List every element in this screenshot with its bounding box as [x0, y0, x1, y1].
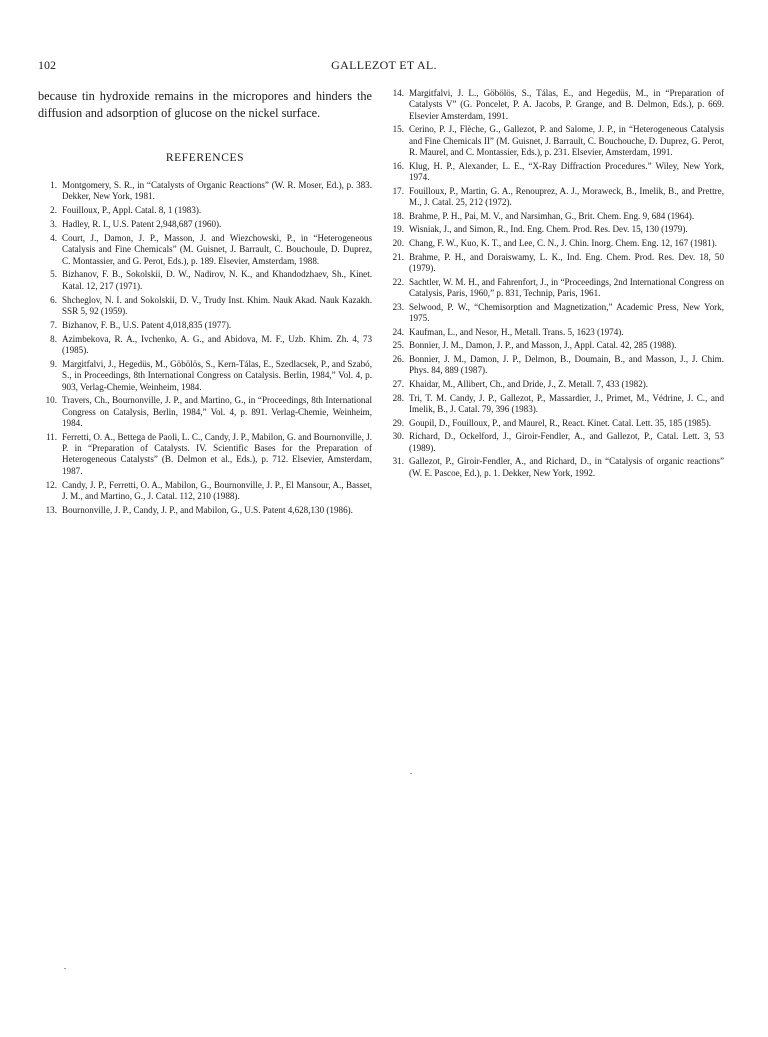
- reference-number: 28.: [392, 392, 404, 403]
- reference-number: 2.: [50, 205, 57, 216]
- reference-item: [38, 432, 372, 477]
- reference-text: Bonnier, J. M., Damon, J. P., Delmon, B., Doumain, B., and Masson, J., J. Chim. Phys. 84, 889 (1987).: [409, 353, 724, 376]
- reference-text: Ferretti, O. A., Bettega de Paoli, L. C., Candy, J. P., Mabilon, G. and Bournonville, J. P. in “Preparation of Catalysts. IV. Scientific Bases for the Preparation of Heterogeneous Catalysts” (B. Delmon et al., Eds.), p. 712. Elsevier, Amsterdam, 1987.: [62, 431, 372, 476]
- reference-number: 1.: [50, 180, 57, 190]
- reference-text: Cerino, P. J., Flèche, G., Gallezot, P. and Salome, J. P., in “Heterogeneous Catalysis and Fine Chemicals II” (M. Guisnet, J. Barrault, C. Bouchouche, D. Duprez, G. Perot, R. Maurel, and C. Montassier, Eds.), p. 231. Elsevier, Amsterdam, 1991.: [409, 124, 724, 157]
- reference-text: Fouilloux, P., Martin, G. A., Renouprez, A. J., Moraweck, B., Imelik, B., and Prettre, M., J. Catal. 25, 212 (1972).: [409, 185, 724, 207]
- reference-number: 14.: [392, 88, 404, 98]
- left-column: [38, 88, 372, 519]
- reference-item: [385, 456, 724, 479]
- reference-item: [385, 211, 724, 222]
- reference-text: Montgomery, S. R., in “Catalysts of Organic Reactions” (W. R. Moser, Ed.), p. 383. Dekker, New York, 1981.: [62, 180, 372, 202]
- reference-item: [385, 124, 724, 158]
- reference-item: [385, 393, 724, 416]
- reference-text: Selwood, P. W., “Chemisorption and Magnetization,” Academic Press, New York, 1975.: [409, 301, 724, 323]
- reference-number: 20.: [392, 237, 404, 248]
- reference-text: Brahme, P. H., Pai, M. V., and Narsimhan, G., Brit. Chem. Eng. 9, 684 (1964).: [409, 210, 695, 221]
- reference-item: [38, 219, 372, 230]
- reference-number: 3.: [50, 219, 57, 230]
- references-list-left: [38, 180, 372, 516]
- reference-text: Bournonville, J. P., Candy, J. P., and Mabilon, G., U.S. Patent 4,628,130 (1986).: [62, 504, 353, 515]
- reference-text: Bonnier, J. M., Damon, J. P., and Masson, J., Appl. Catal. 42, 285 (1988).: [409, 340, 677, 351]
- reference-text: Azimbekova, R. A., Ivchenko, A. G., and Abidova, M. F., Uzb. Khim. Zh. 4, 73 (1985).: [62, 333, 372, 356]
- running-head: GALLEZOT ET AL.: [331, 58, 437, 72]
- reference-item: [38, 295, 372, 318]
- reference-item: [38, 180, 372, 203]
- reference-text: Wisniak, J., and Simon, R., Ind. Eng. Chem. Prod. Res. Dev. 15, 130 (1979).: [409, 224, 688, 235]
- reference-item: [38, 205, 372, 216]
- reference-text: Sachtler, W. M. H., and Fahrenfort, J., in “Proceedings, 2nd International Congress on Catalysis, Paris, 1960,” p. 831, Technip, Paris, 1961.: [409, 276, 724, 298]
- reference-number: 8.: [50, 333, 57, 344]
- reference-text: Khaidar, M., Allibert, Ch., and Dride, J., Z. Metall. 7, 433 (1982).: [409, 378, 649, 389]
- reference-item: [385, 431, 724, 454]
- reference-text: Chang, F. W., Kuo, K. T., and Lee, C. N., J. Chin. Inorg. Chem. Eng. 12, 167 (1981).: [409, 237, 717, 248]
- reference-text: Brahme, P. H., and Doraiswamy, L. K., Ind. Eng. Chem. Prod. Res. Dev. 18, 50 (1979).: [409, 251, 724, 273]
- reference-number: 13.: [45, 504, 57, 515]
- reference-text: Hadley, R. I., U.S. Patent 2,948,687 (1960).: [62, 219, 222, 230]
- references-heading: REFERENCES: [165, 152, 245, 164]
- reference-number: 19.: [392, 224, 404, 235]
- reference-text: Richard, D., Ockelford, J., Giroir-Fendler, A., and Gallezot, P., Catal. Lett. 3, 53 (1989).: [409, 431, 724, 453]
- reference-item: [38, 505, 372, 516]
- reference-item: [38, 320, 372, 331]
- reference-item: [385, 418, 724, 429]
- reference-text: Klug, H. P., Alexander, L. E., “X-Ray Diffraction Procedures.” Wiley, New York, 1974.: [409, 160, 724, 182]
- reference-text: Candy, J. P., Ferretti, O. A., Mabilon, G., Bournonville, J. P., El Mansour, A., Basset, J. M., and Martino, G., J. Catal. 112, 210 (1988).: [62, 479, 372, 501]
- references-list-right: [385, 88, 724, 479]
- reference-text: Margitfalvi, J. L., Göbölös, S., Tálas, E., and Hegedüs, M., in “Preparation of Catalysts V” (G. Poncelet, P. A. Jacobs, P. Grange, and B. Delmon, Eds.), p. 669. Elsevier Amsterdam, 1991.: [409, 88, 724, 121]
- scan-speck: [64, 968, 66, 969]
- reference-number: 16.: [392, 160, 404, 171]
- reference-text: Bizhanov, F. B., U.S. Patent 4,018,835 (1977).: [62, 319, 232, 330]
- reference-item: [385, 327, 724, 338]
- reference-item: [38, 269, 372, 292]
- reference-item: [385, 340, 724, 351]
- reference-item: [385, 379, 724, 390]
- reference-item: [385, 302, 724, 325]
- reference-number: 24.: [392, 326, 404, 337]
- page-header: [38, 58, 730, 74]
- reference-text: Travers, Ch., Bournonville, J. P., and Martino, G., in “Proceedings, 8th International Congress on Catalysis, Berlin, 1984,” Vol. 4, p. 891. Verlag-Chemie, Weinheim, 1984.: [62, 395, 372, 428]
- page-number: 102: [38, 58, 56, 72]
- reference-number: 11.: [45, 431, 57, 442]
- reference-number: 7.: [50, 319, 57, 330]
- intro-paragraph: because tin hydroxide remains in the micropores and hinders the diffusion and adsorption of glucose on the nickel surface.: [38, 89, 372, 120]
- reference-item: [385, 252, 724, 275]
- reference-number: 27.: [392, 378, 404, 389]
- reference-item: [38, 359, 372, 393]
- reference-number: 12.: [45, 479, 57, 490]
- reference-item: [385, 186, 724, 209]
- reference-number: 10.: [45, 395, 57, 406]
- scan-speck: [410, 773, 412, 774]
- reference-item: [38, 395, 372, 429]
- reference-item: [385, 88, 724, 122]
- reference-number: 31.: [392, 456, 404, 467]
- reference-number: 25.: [392, 340, 404, 351]
- reference-number: 18.: [392, 210, 404, 221]
- reference-item: [385, 277, 724, 300]
- reference-text: Shcheglov, N. I. and Sokolskii, D. V., Trudy Inst. Khim. Nauk Akad. Nauk Kazakh. SSR 5, 92 (1959).: [62, 294, 372, 316]
- reference-number: 22.: [392, 276, 404, 287]
- reference-item: [38, 334, 372, 357]
- reference-text: Kaufman, L., and Nesor, H., Metall. Trans. 5, 1623 (1974).: [409, 326, 624, 337]
- reference-item: [385, 354, 724, 377]
- right-column: [385, 88, 724, 481]
- reference-number: 17.: [392, 185, 404, 196]
- reference-item: [385, 161, 724, 184]
- reference-number: 5.: [50, 269, 57, 280]
- reference-number: 4.: [50, 232, 57, 243]
- reference-text: Gallezot, P., Giroir-Fendler, A., and Richard, D., in “Catalysis of organic reactions” (W. E. Pascoe, Ed.), p. 1. Dekker, New York, 1992.: [409, 456, 724, 478]
- reference-text: Court, J., Damon, J. P., Masson, J. and Wiezchowski, P., in “Heterogeneous Catalysis and Fine Chemicals” (M. Guisnet, J. Barrault, C. Bouchoule, D. Duprez, C. Montassier, and G. Perot, Eds.), p. 189. Elsevier, Amsterdam, 1988.: [62, 232, 372, 266]
- reference-number: 6.: [50, 294, 57, 305]
- reference-text: Bizhanov, F. B., Sokolskii, D. W., Nadirov, N. K., and Khandodzhaev, Sh., Kinet. Katal. 12, 217 (1971).: [62, 269, 372, 291]
- reference-number: 15.: [392, 124, 404, 135]
- reference-item: [38, 233, 372, 267]
- reference-text: Tri, T. M. Candy, J. P., Gallezot, P., Massardier, J., Primet, M., Védrine, J. C., and Imelik, B., J. Catal. 79, 396 (1983).: [409, 392, 724, 414]
- reference-number: 26.: [392, 353, 404, 364]
- reference-number: 30.: [392, 431, 404, 442]
- reference-text: Goupil, D., Fouilloux, P., and Maurel, R., React. Kinet. Catal. Lett. 35, 185 (1985).: [409, 417, 712, 428]
- reference-number: 29.: [392, 417, 404, 428]
- reference-item: [385, 238, 724, 249]
- reference-item: [38, 480, 372, 503]
- reference-number: 9.: [50, 358, 57, 369]
- reference-text: Margitfalvi, J., Hegedüs, M., Göbölös, S., Kern-Tálas, E., Szedlacsek, P., and Szabó, S., in Proceedings, 8th International Congress on Catalysis. Berlin, 1984,” Vol. 4, p. 903, Verlag-Chemie, Weinheim, 1984.: [62, 358, 372, 392]
- reference-text: Fouilloux, P., Appl. Catal. 8, 1 (1983).: [62, 205, 202, 216]
- reference-number: 23.: [392, 301, 404, 312]
- reference-number: 21.: [392, 251, 404, 262]
- reference-item: [385, 224, 724, 235]
